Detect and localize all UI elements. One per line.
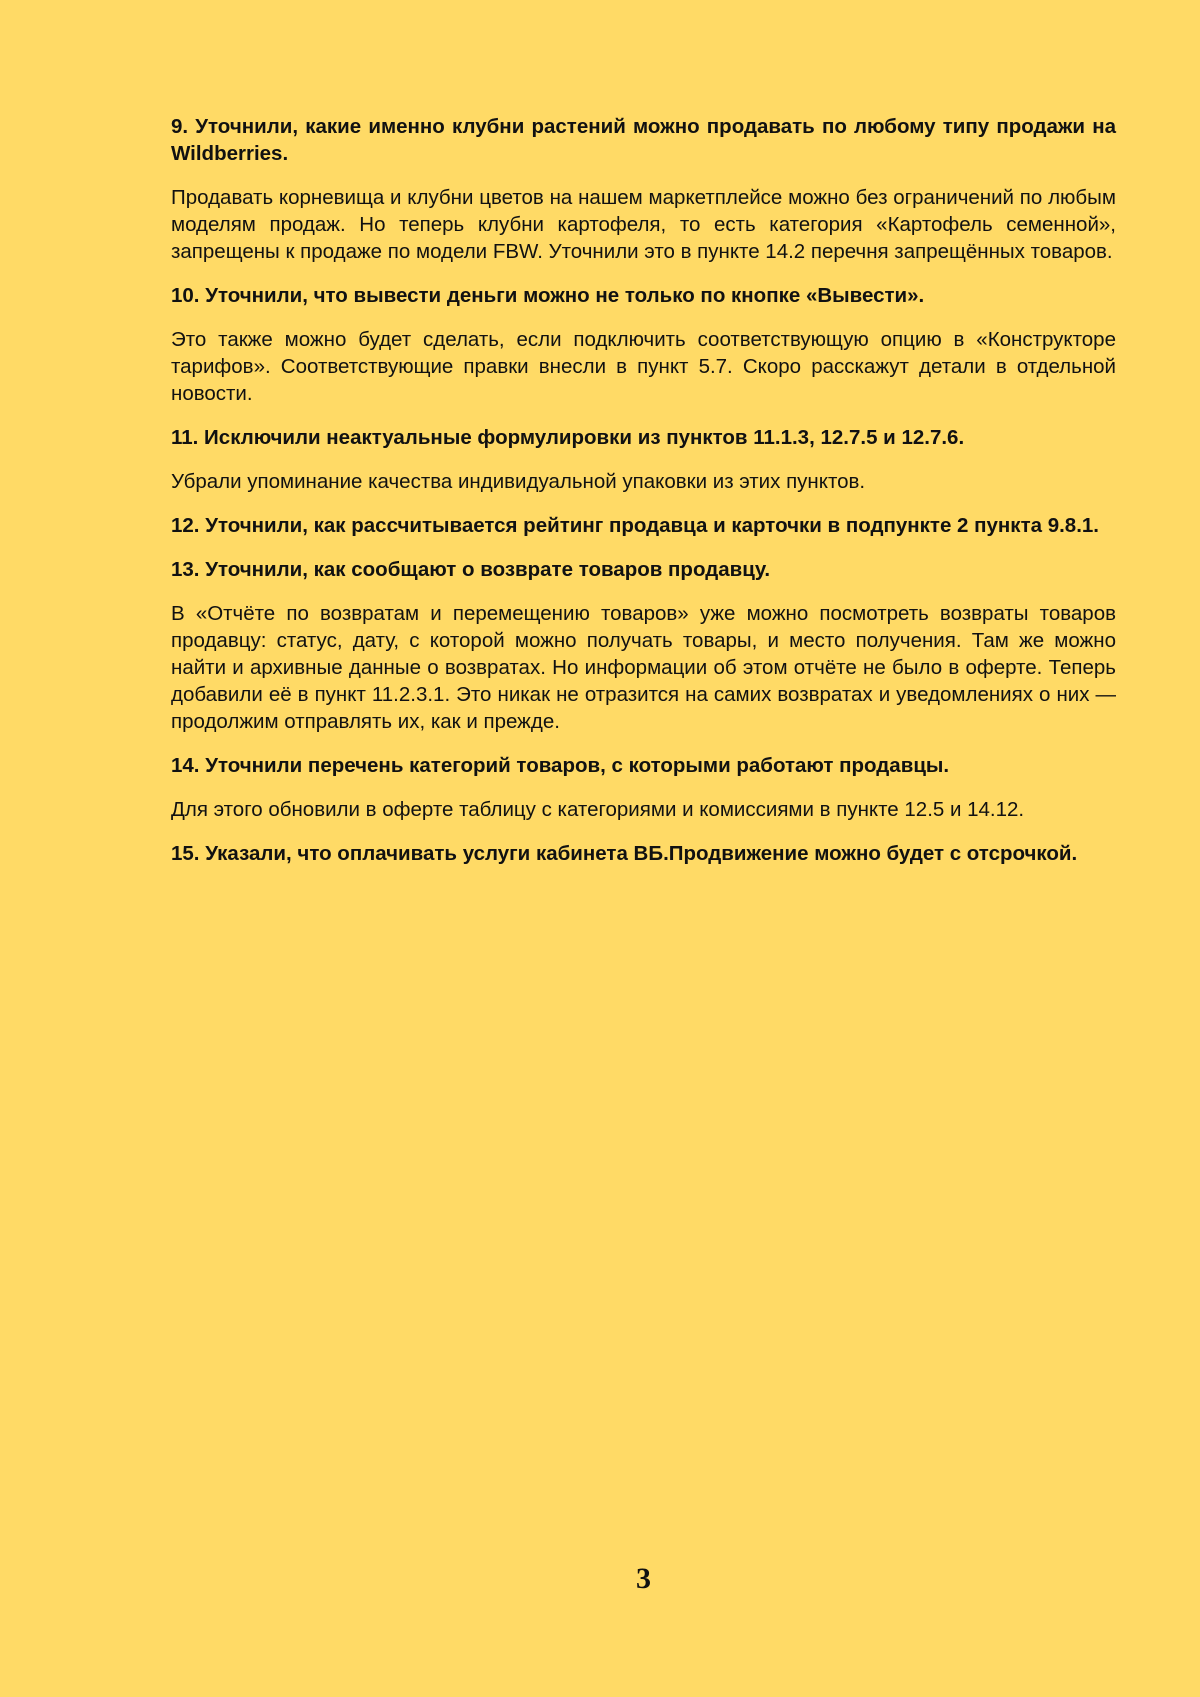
section-11-text: Убрали упоминание качества индивидуальной упаковки из этих пунктов.: [171, 470, 866, 493]
section-15-heading: 15. Указали, что оплачивать услуги кабинета ВБ.Продвижение можно будет с отсрочкой.: [171, 842, 1078, 865]
section-10-text: Это также можно будет сделать, если подключить соответствующую опцию в «Конструкторе тарифов». Соответствующие правки внесли в пункт 5.7. Скоро расскажут детали в отдельной новости.: [171, 328, 1116, 405]
page-number: 3: [636, 1562, 651, 1595]
section-11-heading: 11. Исключили неактуальные формулировки из пунктов 11.1.3, 12.7.5 и 12.7.6.: [171, 426, 965, 449]
section-10-heading: 10. Уточнили, что вывести деньги можно не только по кнопке «Вывести».: [171, 284, 925, 307]
section-14-text: Для этого обновили в оферте таблицу с категориями и комиссиями в пункте 12.5 и 14.12.: [171, 798, 1025, 821]
document-body: [171, 113, 1116, 884]
section-13-text: В «Отчёте по возвратам и перемещению товаров» уже можно посмотреть возвраты товаров продавцу: статус, дату, с которой можно получать товары, и место получения. Там же можно найти и архивные данные о возвратах. Но информации об этом отчёте не было в оферте. Теперь добавили её в пункт 11.2.3.1. Это никак не отразится на самих возвратах и уведомлениях о них — продолжим отправлять их, как и прежде.: [171, 602, 1116, 733]
section-9-text: Продавать корневища и клубни цветов на нашем маркетплейсе можно без ограничений по любым моделям продаж. Но теперь клубни картофеля, то есть категория «Картофель семенной», запрещены к продаже по модели FBW. Уточнили это в пункте 14.2 перечня запрещённых товаров.: [171, 186, 1116, 263]
section-14-heading: 14. Уточнили перечень категорий товаров, с которыми работают продавцы.: [171, 754, 950, 777]
section-9-heading: 9. Уточнили, какие именно клубни растений можно продавать по любому типу продажи на Wildberries.: [171, 115, 1116, 165]
section-12-heading: 12. Уточнили, как рассчитывается рейтинг продавца и карточки в подпункте 2 пункта 9.8.1.: [171, 514, 1099, 537]
section-13-heading: 13. Уточнили, как сообщают о возврате товаров продавцу.: [171, 558, 771, 581]
